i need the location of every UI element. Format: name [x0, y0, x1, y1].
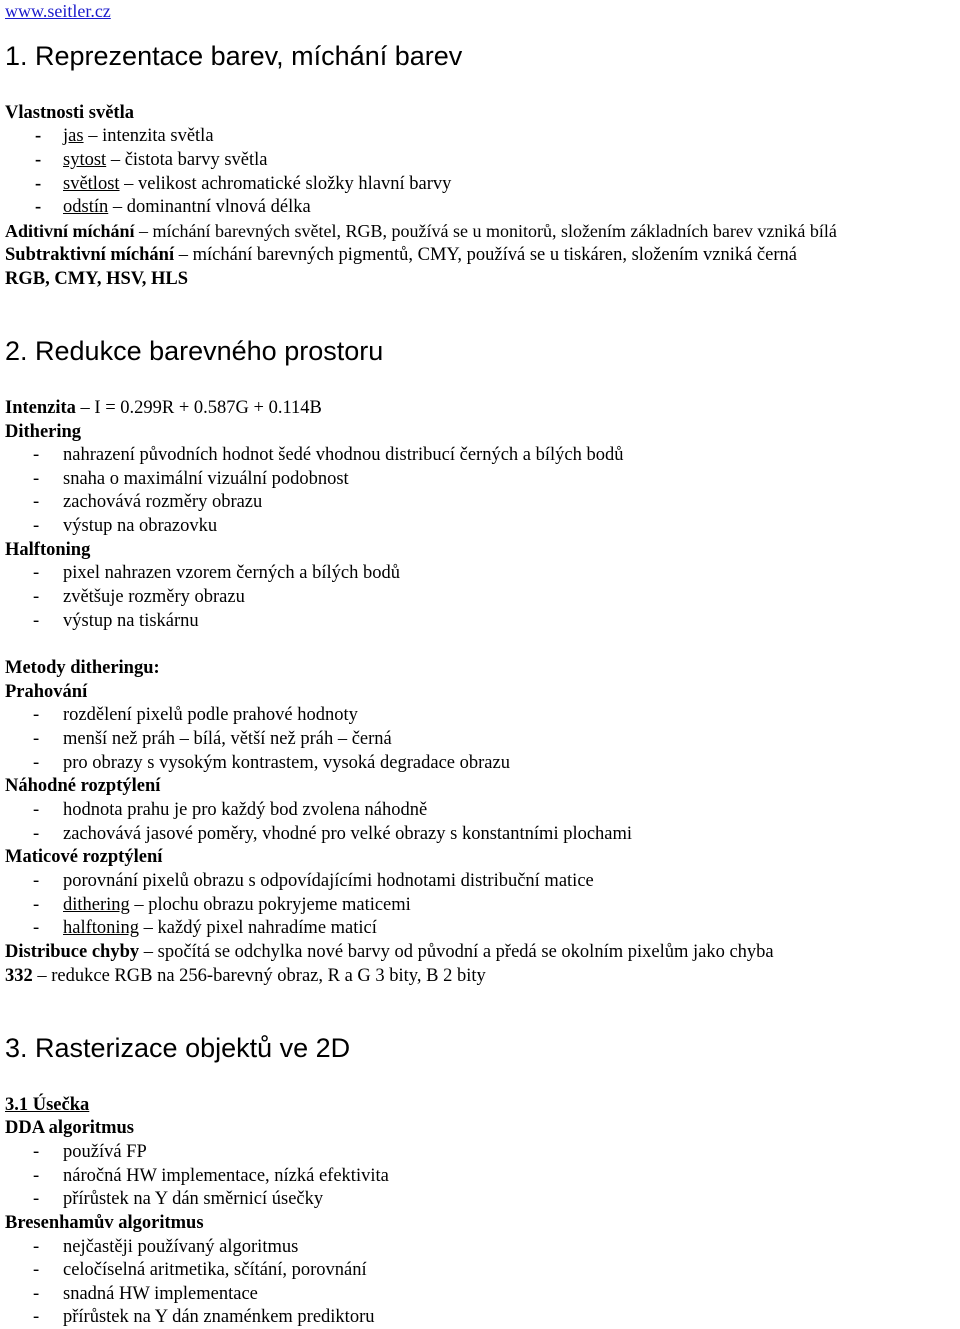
list-item — [5, 704, 358, 727]
desc: – I = 0.299R + 0.587G + 0.114B — [75, 398, 322, 418]
term: světlost — [63, 174, 120, 194]
term: Intenzita — [5, 398, 76, 418]
item-text: nahrazení původních hodnot šedé vhodnou distribucí černých a bílých bodů — [63, 445, 624, 465]
bullet: - — [33, 492, 40, 512]
desc: – redukce RGB na 256-barevný obraz, R a G 3 bity, B 2 bity — [32, 966, 486, 986]
item-text: rozdělení pixelů podle prahové hodnoty — [63, 705, 358, 725]
list-item — [5, 1236, 298, 1259]
item-text: výstup na obrazovku — [63, 516, 218, 536]
bullet: - — [33, 705, 40, 725]
list-item — [5, 728, 392, 751]
bullet: - — [33, 871, 40, 891]
list-item — [5, 1283, 258, 1306]
item-text: porovnání pixelů obrazu s odpovídajícími hodnotami distribuční matice — [63, 871, 594, 891]
bullet: - — [33, 1237, 40, 1257]
item-text: přírůstek na Y dán směrnicí úsečky — [63, 1189, 324, 1209]
desc: – dominantní vlnová délka — [112, 197, 311, 217]
item-text: snadná HW implementace — [63, 1284, 258, 1304]
bullet: - — [33, 516, 40, 536]
list-item — [5, 1188, 323, 1211]
bullet: - — [33, 1142, 40, 1162]
item-text: výstup na tiskárnu — [63, 611, 199, 631]
desc: – velikost achromatické složky hlavní barvy — [124, 174, 452, 194]
desc: – spočítá se odchylka nové barvy od původní a předá se okolním pixelům jako chyba — [139, 942, 774, 962]
bullet: - — [35, 126, 42, 146]
bullet: - — [33, 1260, 40, 1280]
bullet: - — [33, 1307, 40, 1327]
term: dithering — [63, 895, 130, 915]
list-item — [5, 1141, 147, 1164]
term: sytost — [63, 150, 107, 170]
item-text: zvětšuje rozměry obrazu — [63, 587, 245, 607]
list-item — [5, 491, 262, 514]
bullet: - — [33, 611, 40, 631]
list-item — [5, 562, 400, 585]
item-text: používá FP — [63, 1142, 147, 1162]
list-item — [5, 468, 349, 491]
subtractive-mixing — [5, 244, 797, 267]
bullet: - — [33, 800, 40, 820]
desc: – míchání barevných světel, RGB, používá se u monitorů, složením základních barev vzniká bílá — [134, 221, 837, 241]
item-text: zachovává jasové poměry, vhodné pro velké obrazy s konstantními plochami — [63, 824, 633, 844]
list-item — [5, 917, 377, 940]
thresholding-heading: Prahování — [5, 682, 88, 702]
bullet: - — [33, 1189, 40, 1209]
section-2-title: 2. Redukce barevného prostoru — [5, 336, 384, 366]
term: jas — [63, 126, 84, 146]
list-item — [5, 444, 624, 467]
item-text: nejčastěji používaný algoritmus — [63, 1237, 299, 1257]
item-text: přírůstek na Y dán znaménkem prediktoru — [63, 1307, 375, 1327]
term: Distribuce chyby — [5, 942, 140, 962]
term: Subtraktivní míchání — [5, 245, 175, 265]
list-item — [5, 149, 268, 172]
item-text: celočíselná aritmetika, sčítání, porovnání — [63, 1260, 367, 1280]
item-text: snaha o maximální vizuální podobnost — [63, 469, 349, 489]
term: Aditivní míchání — [5, 221, 135, 241]
bullet: - — [35, 174, 42, 194]
subsection-line-segment: 3.1 Úsečka — [5, 1095, 90, 1115]
color-models: RGB, CMY, HSV, HLS — [5, 269, 188, 289]
dithering-methods-heading: Metody ditheringu: — [5, 658, 160, 678]
list-item — [5, 823, 632, 846]
item-text: náročná HW implementace, nízká efektivita — [63, 1166, 389, 1186]
bullet: - — [33, 918, 40, 938]
list-item — [5, 196, 311, 219]
term: halftoning — [63, 918, 140, 938]
list-item — [5, 1306, 374, 1329]
desc: – plochu obrazu pokryjeme maticemi — [129, 895, 411, 915]
list-item — [5, 894, 411, 917]
list-item — [5, 173, 451, 196]
list-item — [5, 752, 510, 775]
bullet: - — [33, 753, 40, 773]
bullet: - — [33, 729, 40, 749]
dithering-heading: Dithering — [5, 422, 82, 442]
bullet: - — [33, 469, 40, 489]
bullet: - — [33, 824, 40, 844]
list-item — [5, 125, 214, 148]
bullet: - — [33, 895, 40, 915]
bullet: - — [35, 150, 42, 170]
list-item — [5, 870, 594, 893]
reduction-332 — [5, 965, 486, 988]
bullet: - — [33, 587, 40, 607]
desc: – čistota barvy světla — [110, 150, 268, 170]
list-item — [5, 515, 217, 538]
halftoning-heading: Halftoning — [5, 540, 91, 560]
bullet: - — [33, 1166, 40, 1186]
desc: – každý pixel nahradíme maticí — [139, 918, 377, 938]
item-text: zachovává rozměry obrazu — [63, 492, 263, 512]
item-text: pro obrazy s vysokým kontrastem, vysoká degradace obrazu — [63, 753, 510, 773]
additive-mixing — [5, 220, 837, 243]
bullet: - — [33, 445, 40, 465]
bresenham-heading: Bresenhamův algoritmus — [5, 1213, 204, 1233]
light-properties-heading: Vlastnosti světla — [5, 103, 134, 123]
section-1-title: 1. Reprezentace barev, míchání barev — [5, 41, 463, 71]
list-item — [5, 586, 245, 609]
desc: – míchání barevných pigmentů, CMY, používá se u tiskáren, složením vzniká černá — [174, 245, 797, 265]
section-3-title: 3. Rasterizace objektů ve 2D — [5, 1033, 351, 1063]
error-diffusion — [5, 941, 774, 964]
dda-heading: DDA algoritmus — [5, 1118, 134, 1138]
item-text: hodnota prahu je pro každý bod zvolena náhodně — [63, 800, 428, 820]
list-item — [5, 1259, 367, 1282]
matrix-dispersion-heading: Maticové rozptýlení — [5, 847, 163, 867]
bullet: - — [33, 1284, 40, 1304]
list-item — [5, 1165, 389, 1188]
term: 332 — [5, 966, 33, 986]
bullet: - — [35, 197, 42, 217]
intensity-formula — [5, 397, 322, 420]
header-link[interactable]: www.seitler.cz — [5, 1, 111, 21]
desc: – intenzita světla — [88, 126, 214, 146]
list-item — [5, 799, 427, 822]
bullet: - — [33, 563, 40, 583]
term: odstín — [63, 197, 109, 217]
item-text: pixel nahrazen vzorem černých a bílých bodů — [63, 563, 400, 583]
random-dispersion-heading: Náhodné rozptýlení — [5, 776, 161, 796]
list-item — [5, 610, 199, 633]
item-text: menší než práh – bílá, větší než práh – černá — [63, 729, 392, 749]
